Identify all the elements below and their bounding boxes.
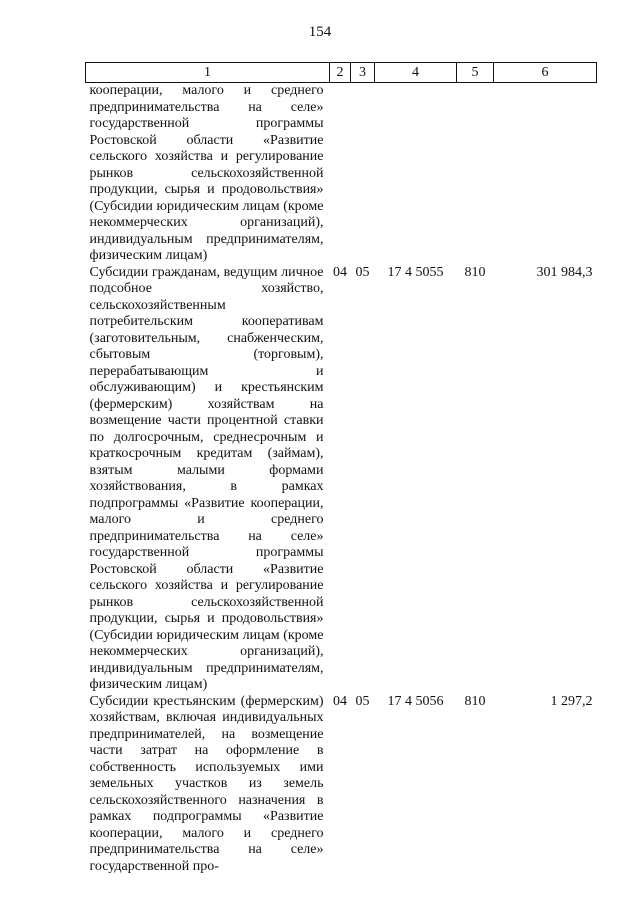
row-expense-type-code xyxy=(457,83,494,265)
column-header-4: 4 xyxy=(375,63,457,83)
table-row xyxy=(86,694,597,876)
row-target-article-code: 17 4 5055 xyxy=(387,264,444,280)
column-header-2: 2 xyxy=(330,63,351,83)
row-subsection-code: 05 xyxy=(355,693,370,709)
table-row xyxy=(86,265,597,694)
row-target-article-code xyxy=(375,83,457,265)
row-amount xyxy=(494,83,597,265)
row-subsection-code xyxy=(351,83,375,265)
row-target-article-code: 17 4 5056 xyxy=(387,693,444,709)
row-amount: 301 984,3 xyxy=(536,264,593,280)
row-description: кооперации, малого и среднего предпринимательства на селе» государственной программы Ростовской области «Развитие сельского хозяйства и регулирование рынков сельскохозяйственной продукции, сырья и продовольствия» (Субсидии юридическим лицам (кроме некоммерческих организаций), индивидуальным предпринимателям, физическим лицам) xyxy=(89,83,324,263)
row-subsection-code: 05 xyxy=(355,264,370,280)
row-section-code: 04 xyxy=(333,693,347,709)
column-header-3: 3 xyxy=(351,63,375,83)
column-header-6: 6 xyxy=(494,63,597,83)
row-amount: 1 297,2 xyxy=(550,693,593,709)
row-expense-type-code: 810 xyxy=(464,693,486,709)
page-number: 154 xyxy=(308,24,332,40)
row-section-code xyxy=(330,83,351,265)
row-section-code: 04 xyxy=(333,264,347,280)
row-description: Субсидии гражданам, ведущим личное подсобное хозяйство, сельскохозяйственным потребительским кооперативам (заготовительным, снабженческим, сбытовым (торговым), перерабатывающим и обслуживающим) и крестьянским (фермерским) хозяйствам на возмещение части процентной ставки по долгосрочным, среднесрочным и краткосрочным кредитам (займам), взятым малыми формами хозяйствования, в рамках подпрограммы «Развитие кооперации, малого и среднего предпринимательства на селе» государственной программы Ростовской области «Развитие сельского хозяйства и регулирование рынков сельскохозяйственной продукции, сырья и продовольствия» (Субсидии юридическим лицам (кроме некоммерческих организаций), индивидуальным предпринимателям, физическим лицам) xyxy=(89,264,324,692)
row-description: Субсидии крестьянским (фермерским) хозяйствам, включая индивидуальных предпринимателей, на возмещение части затрат на оформление в собственность используемых ими земельных участков из земель сельскохозяйственного назначения в рамках подпрограммы «Развитие кооперации, малого и среднего предпринимательства на селе» государственной про- xyxy=(89,693,324,874)
table-header-row xyxy=(86,63,597,83)
row-expense-type-code: 810 xyxy=(464,264,486,280)
table-row xyxy=(86,83,597,265)
column-header-5: 5 xyxy=(457,63,494,83)
column-header-1: 1 xyxy=(86,63,330,83)
budget-table xyxy=(85,62,597,875)
